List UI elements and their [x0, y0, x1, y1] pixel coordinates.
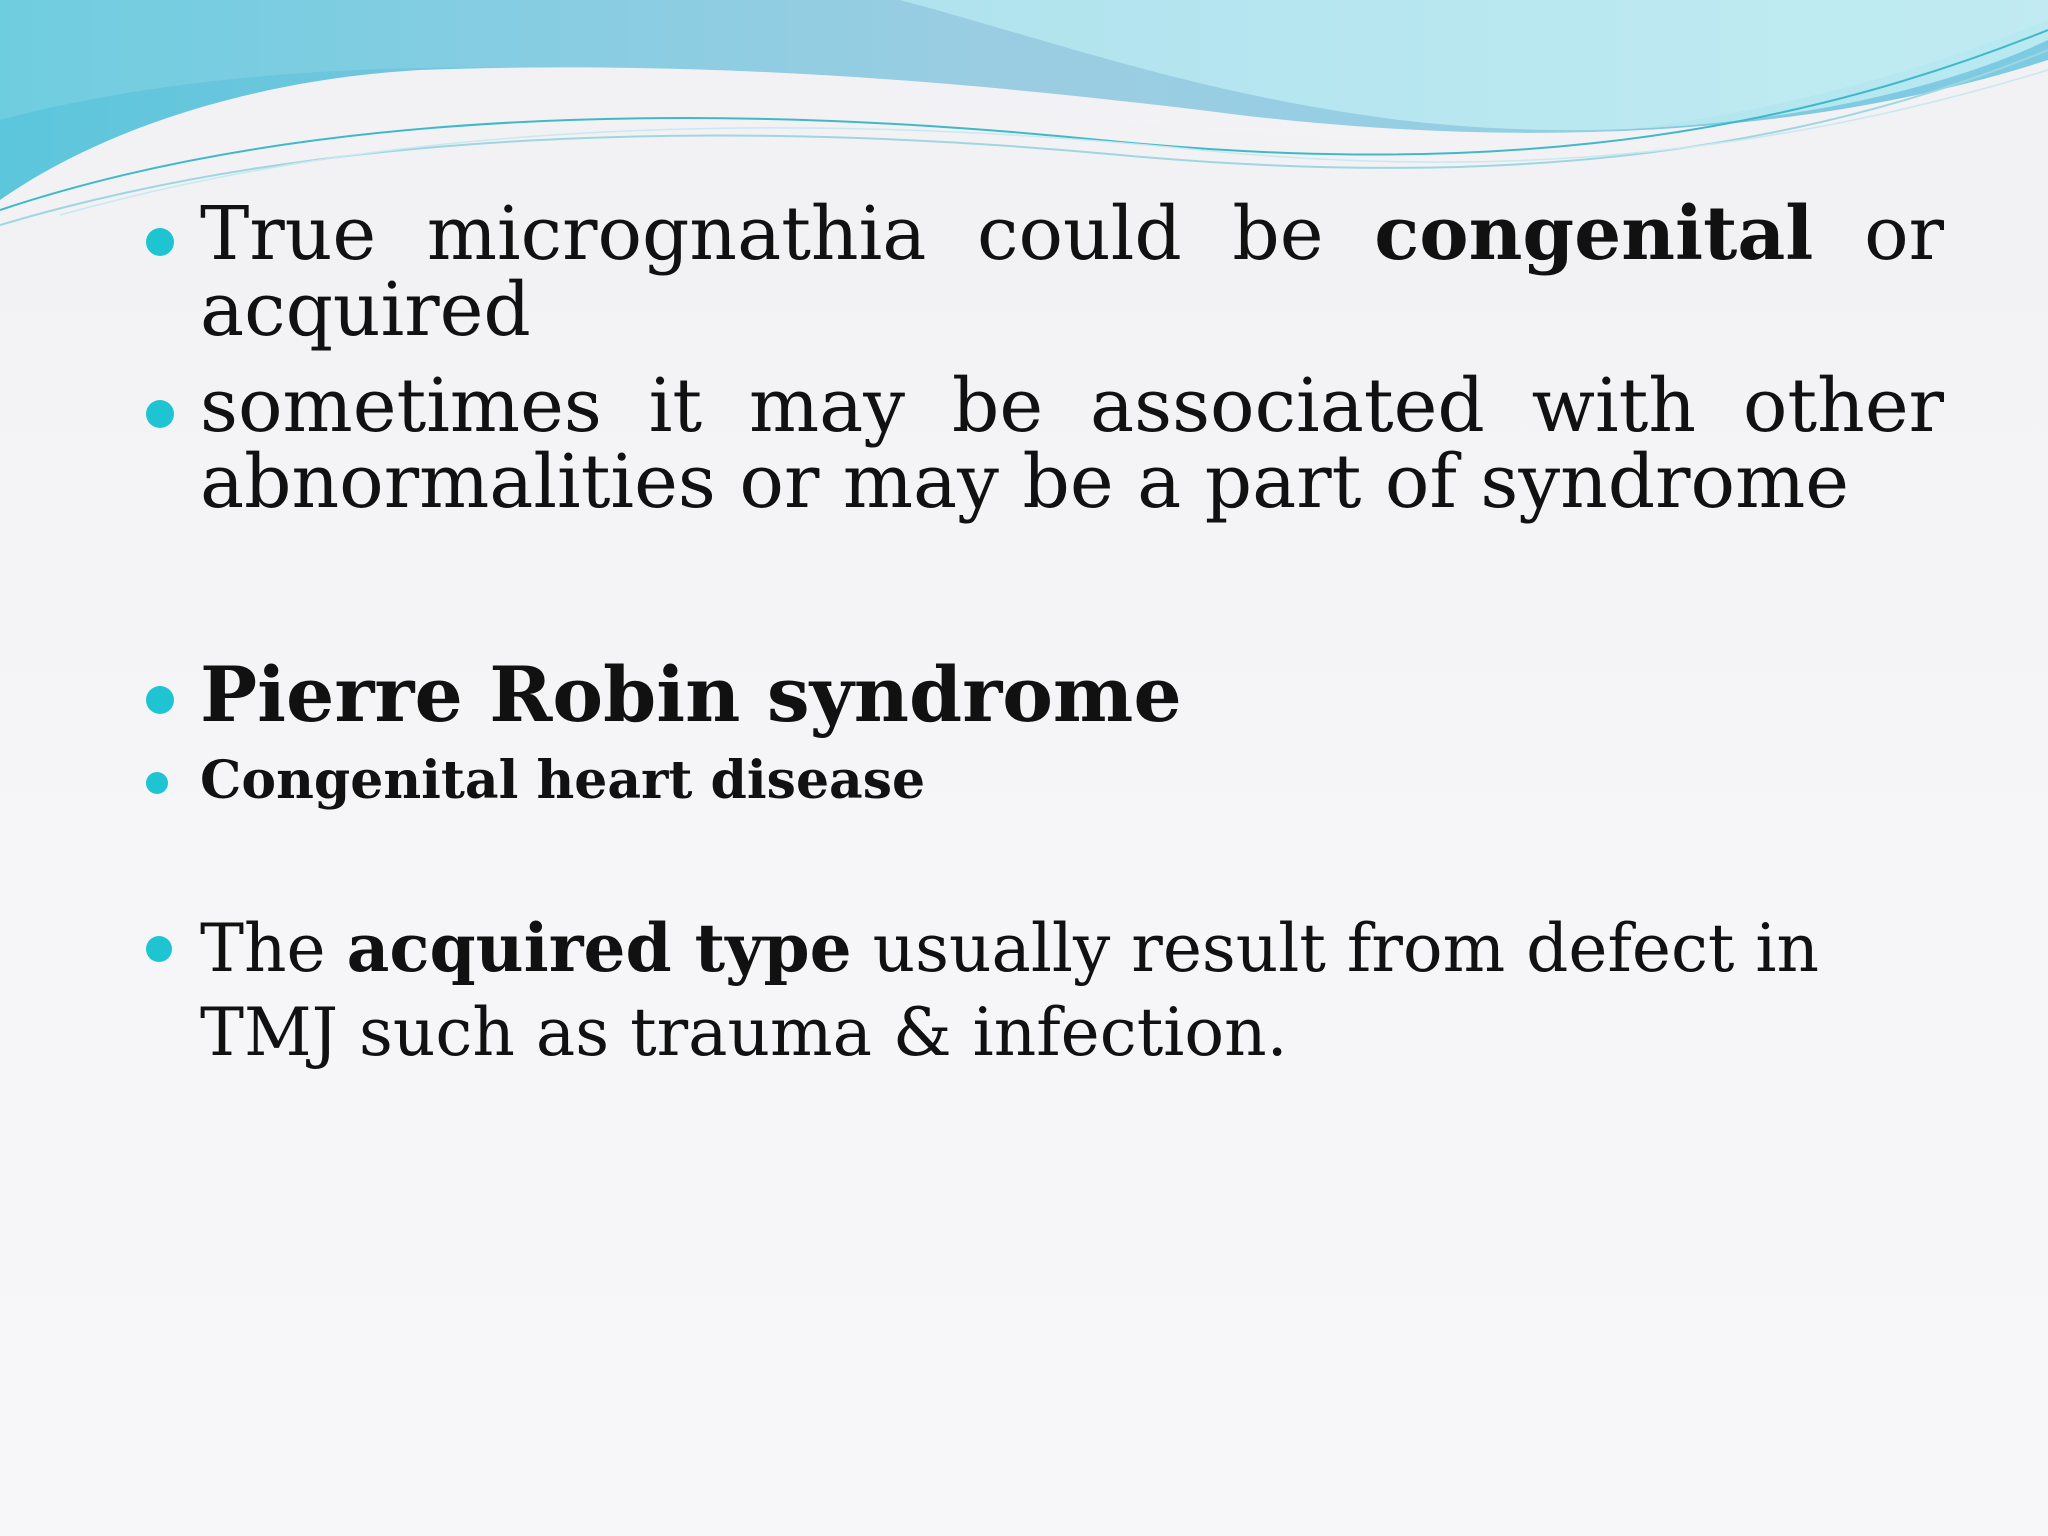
bullet-dot-icon: [146, 686, 174, 714]
bullet-dot-icon: [146, 936, 172, 962]
bullet-text: Congenital heart disease: [200, 750, 926, 811]
bullet-item: [146, 746, 1944, 816]
bullet-dot-icon: [146, 228, 174, 256]
slide-content: [146, 191, 1944, 1075]
bullet-item: [146, 363, 1944, 525]
bullet-item: [146, 191, 1944, 353]
bullet-dot-icon: [146, 772, 168, 794]
bullet-item: [146, 650, 1944, 740]
bullet-item: [146, 906, 1944, 1075]
bullet-text: True micrognathia could be congenital or acquired: [200, 191, 1944, 353]
bullet-text: Pierre Robin syndrome: [200, 650, 1182, 739]
bullet-text: sometimes it may be associated with other abnormalities or may be a part of syndrome: [200, 363, 1944, 525]
bullet-dot-icon: [146, 400, 174, 428]
bullet-text: The acquired type usually result from defect in TMJ such as trauma & infection.: [200, 909, 1820, 1071]
